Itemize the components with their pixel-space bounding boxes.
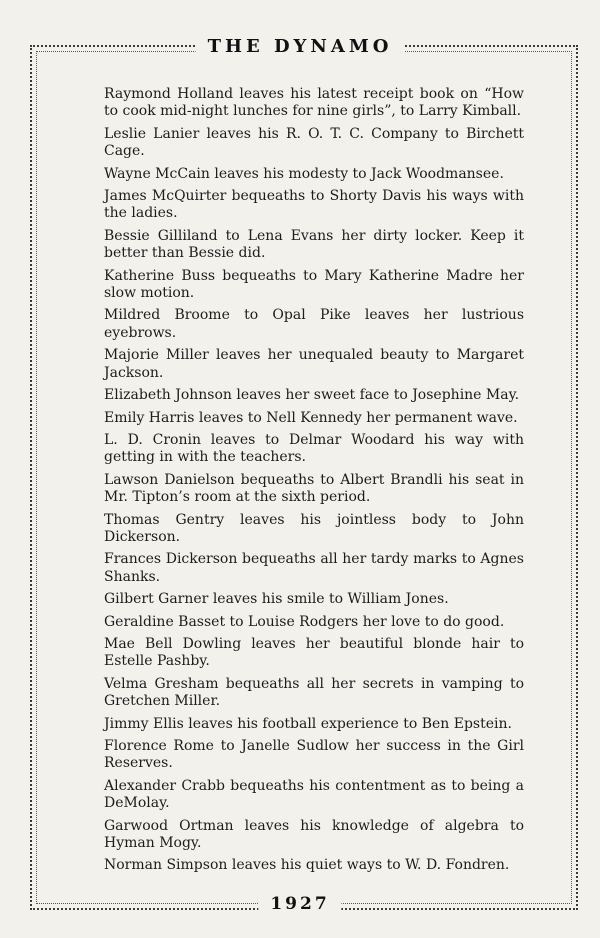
will-entry: Katherine Buss bequeaths to Mary Katherine Madre her slow motion. bbox=[104, 267, 524, 302]
will-entry: Frances Dickerson bequeaths all her tardy marks to Agnes Shanks. bbox=[104, 551, 524, 585]
will-entry: Raymond Holland leaves his latest receipt book on “How to cook mid-night lunches for nine girls”, to Larry Kimball. bbox=[104, 86, 524, 120]
will-entry: Leslie Lanier leaves his R. O. T. C. Company to Birchett Cage. bbox=[104, 125, 524, 160]
will-entries bbox=[104, 86, 524, 880]
will-entry: Jimmy Ellis leaves his football experience to Ben Epstein. bbox=[104, 715, 512, 732]
will-entry: Elizabeth Johnson leaves her sweet face to Josephine May. bbox=[104, 387, 520, 404]
will-entry: James McQuirter bequeaths to Shorty Davis his ways with the ladies. bbox=[104, 188, 524, 222]
will-entry: Bessie Gilliland to Lena Evans her dirty locker. Keep it better than Bessie did. bbox=[104, 227, 524, 262]
will-entry: Mildred Broome to Opal Pike leaves her lustrious eyebrows. bbox=[104, 307, 524, 341]
page-header-title: THE DYNAMO bbox=[196, 36, 405, 57]
will-entry: Garwood Ortman leaves his knowledge of algebra to Hyman Mogy. bbox=[104, 817, 524, 852]
will-entry: Mae Bell Dowling leaves her beautiful blonde hair to Estelle Pashby. bbox=[104, 635, 524, 670]
will-entry: Florence Rome to Janelle Sudlow her success in the Girl Reserves. bbox=[104, 738, 524, 772]
will-entry: Velma Gresham bequeaths all her secrets in vamping to Gretchen Miller. bbox=[104, 675, 524, 710]
will-entry: Geraldine Basset to Louise Rodgers her love to do good. bbox=[104, 613, 505, 630]
page-footer-year: 1927 bbox=[258, 894, 341, 914]
will-entry: L. D. Cronin leaves to Delmar Woodard his way with getting in with the teachers. bbox=[104, 431, 524, 466]
will-entry: Thomas Gentry leaves his jointless body to John Dickerson. bbox=[104, 511, 524, 545]
will-entry: Wayne McCain leaves his modesty to Jack Woodmansee. bbox=[104, 165, 504, 182]
will-entry: Gilbert Garner leaves his smile to William Jones. bbox=[104, 591, 449, 608]
will-entry: Majorie Miller leaves her unequaled beauty to Margaret Jackson. bbox=[104, 347, 524, 381]
will-entry: Emily Harris leaves to Nell Kennedy her permanent wave. bbox=[104, 409, 518, 426]
will-entry: Norman Simpson leaves his quiet ways to W. D. Fondren. bbox=[104, 857, 510, 874]
will-entry: Lawson Danielson bequeaths to Albert Brandli his seat in Mr. Tipton’s room at the sixth period. bbox=[104, 471, 524, 506]
will-entry: Alexander Crabb bequeaths his contentment as to being a DeMolay. bbox=[104, 777, 524, 812]
